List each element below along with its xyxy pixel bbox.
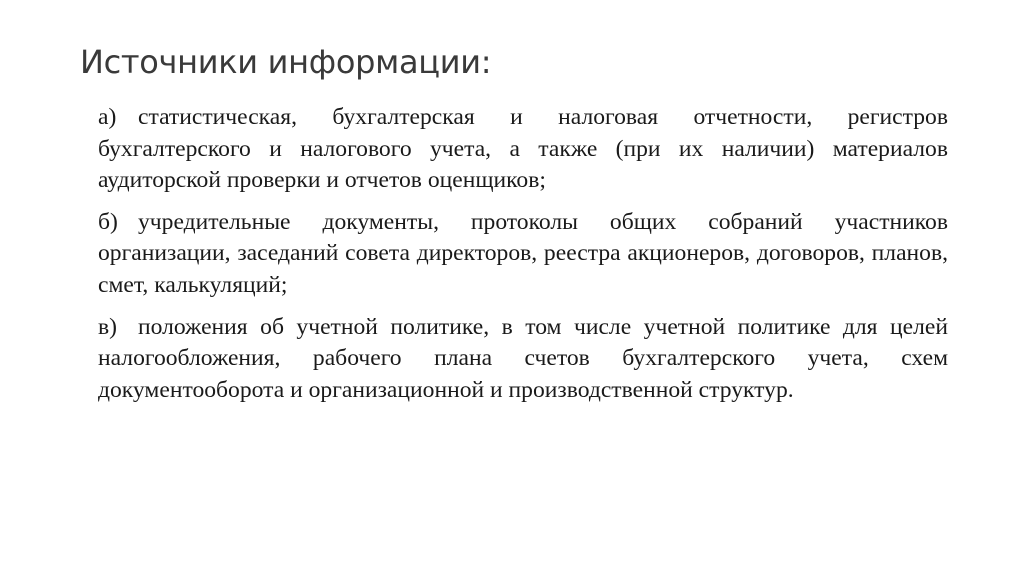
information-sources-list [98, 102, 948, 416]
list-item-text: положения об учетной политике, в том числе учетной политике для целей налогообложения, рабочего плана счетов бухгалтерского учета, схем документооборота и организационной и производственной структур. [98, 313, 948, 403]
list-item-b [98, 207, 948, 302]
list-item-v [98, 312, 948, 407]
list-item-text: учредительные документы, протоколы общих собраний участников организации, заседаний совета директоров, реестра акционеров, договоров, планов, смет, калькуляций; [98, 208, 948, 298]
list-item-a [98, 102, 948, 197]
list-item-text: статистическая, бухгалтерская и налоговая отчетности, регистров бухгалтерского и налогового учета, а также (при их наличии) материалов аудиторской проверки и отчетов оценщиков; [98, 104, 948, 194]
list-item-marker: б) [98, 208, 118, 235]
list-item-marker: в) [98, 313, 117, 340]
list-item-marker: а) [98, 104, 117, 130]
slide-title: Источники информации: [80, 43, 492, 81]
